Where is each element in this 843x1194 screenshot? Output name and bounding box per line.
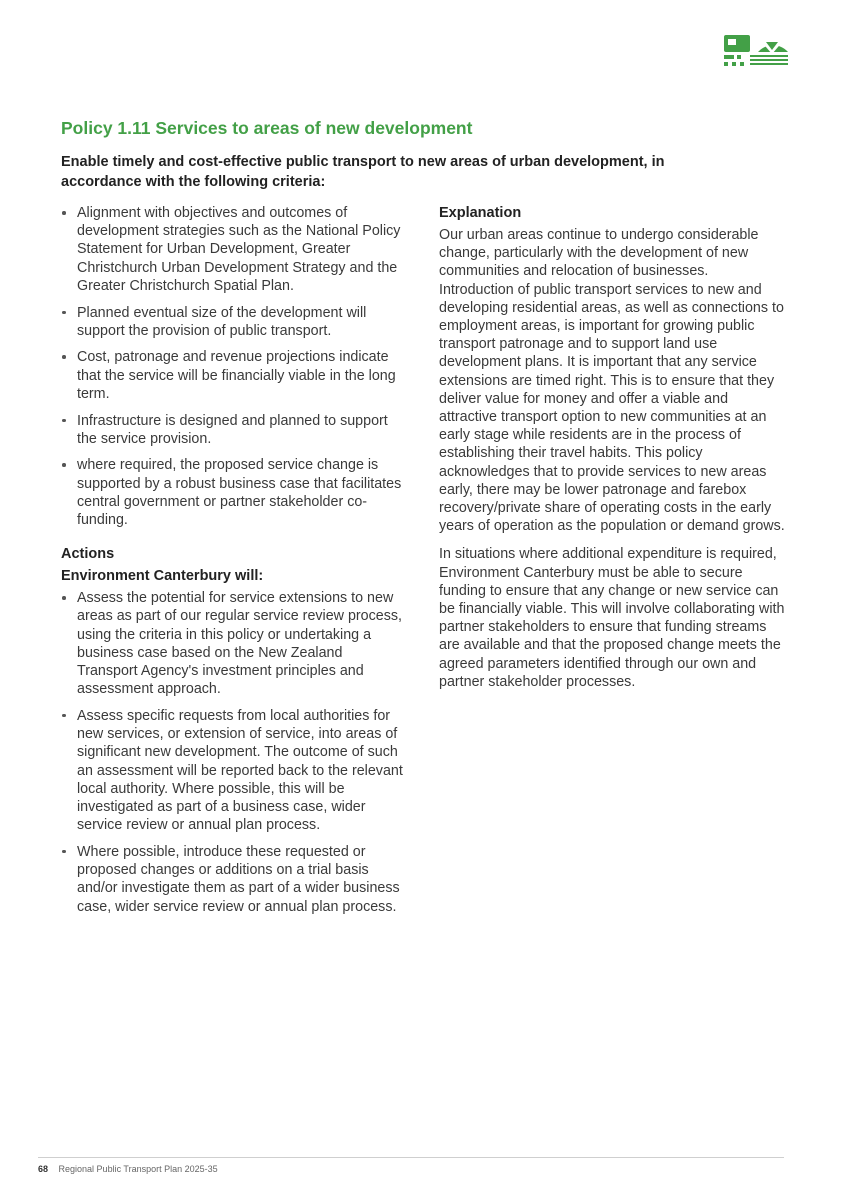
action-item: Assess specific requests from local authorities for new services, or extension of service, into areas of significant new development. The outcome of such an assessment will be reported back to the relevant local authority. Where possible, this will be investigated as part of a business case, wider service review or annual plan process. (61, 707, 406, 834)
right-column (439, 204, 785, 701)
actions-list (61, 589, 406, 915)
policy-title: Policy 1.11 Services to areas of new development (61, 118, 473, 138)
criteria-item: Planned eventual size of the development will support the provision of public transport. (61, 304, 406, 340)
left-column (61, 204, 406, 924)
explanation-paragraph: In situations where additional expenditure is required, Environment Canterbury must be able to secure funding to ensure that any change or new service can be financially viable. This will involve collaborating with partner stakeholders to ensure that funding streams are available and that the proposed change meets the agreed parameters identified through our own and partner stakeholder processes. (439, 546, 785, 690)
criteria-item: Alignment with objectives and outcomes of development strategies such as the National Policy Statement for Urban Development, Greater Christchurch Urban Development Strategy and the Greater Christchurch Spatial Plan. (61, 204, 406, 295)
action-item: Where possible, introduce these requested or proposed changes or additions on a trial basis and/or investigate them as part of a wider business case, wider service review or annual plan process. (61, 843, 406, 916)
page-number: 68 (38, 1164, 49, 1174)
page-footer (38, 1164, 218, 1174)
transport-logo-icon (722, 26, 790, 70)
criteria-item: Infrastructure is designed and planned to support the service provision. (61, 412, 406, 448)
explanation-paragraph: Our urban areas continue to undergo considerable change, particularly with the development of new communities and relocation of businesses. Introduction of public transport services to new and developing residential areas, as well as connections to employment areas, is important for growing public transport patronage and to support land use development plans. It is important that any service extensions are timed right. This is to ensure that they deliver value for money and offer a viable and attractive transport option to new communities at an early stage while residents are in the process of establishing their travel habits. This policy acknowledges that to provide services to new areas early, there may be lower patronage and farebox recovery/private share of operating costs in the early years of operation as the population or demand grows. (439, 227, 785, 535)
footer-divider (38, 1157, 784, 1158)
criteria-item: where required, the proposed service change is supported by a robust business case that facilitates central government or partner stakeholder co-funding. (61, 456, 406, 529)
policy-intro: Enable timely and cost-effective public transport to new areas of urban development, in accordance with the following criteria: (61, 154, 665, 190)
action-item: Assess the potential for service extensions to new areas as part of our regular service review process, using the criteria in this policy or undertaking a business case based on the New Zealand Transport Agency's investment principles and assessment approach. (61, 589, 406, 698)
document-title: Regional Public Transport Plan 2025-35 (58, 1164, 218, 1174)
explanation-heading: Explanation (439, 205, 522, 221)
criteria-item: Cost, patronage and revenue projections indicate that the service will be financially viable in the long term. (61, 348, 406, 403)
actions-heading: Actions (61, 546, 115, 563)
actions-subheading: Environment Canterbury will: (61, 568, 264, 585)
criteria-list (61, 204, 406, 529)
